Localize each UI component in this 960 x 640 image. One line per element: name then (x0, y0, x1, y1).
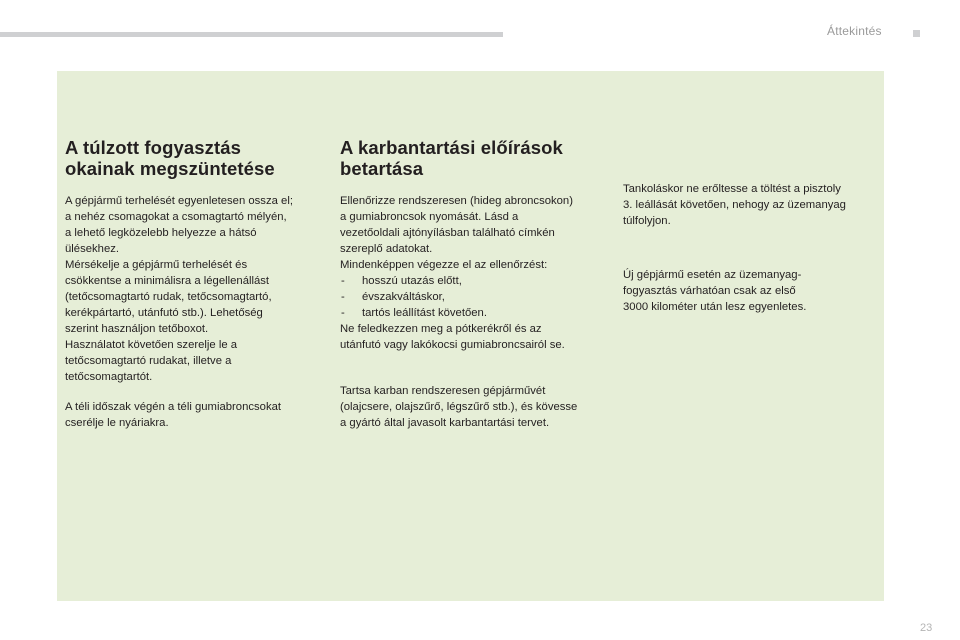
list-item: - évszakváltáskor, (340, 289, 610, 305)
middle-column (340, 137, 610, 431)
service-schedule-text: Tartsa karban rendszeresen gépjárművét (olajcsere, olajszűrő, légszűrő stb.), és kövesse a gyártó által javasolt karbantartási tervet. (340, 385, 578, 429)
left-column (65, 137, 327, 431)
tyre-pressure-text: Ellenőrizze rendszeresen (hideg abroncsokon) a gumiabroncsok nyomását. Lásd a vezetőoldali ajtónyílásban található címkén szereplő adatokat. Mindenképpen végezze el az ellenőrzést: (340, 195, 573, 271)
list-item: - tartós leállítást követően. (340, 305, 610, 321)
section-title: Áttekintés (827, 24, 882, 38)
content-panel (57, 71, 884, 601)
new-vehicle-consumption-text: Új gépjármű esetén az üzemanyag- fogyasztás várhatóan csak az első 3000 kilométer után lesz egyenletes. (623, 269, 807, 313)
heading-maintenance: A karbantartási előírások betartása (340, 137, 563, 179)
refuelling-text: Tankoláskor ne erőltesse a töltést a pisztoly 3. leállását követően, nehogy az üzemanyag túlfolyjon. (623, 183, 846, 227)
header-rule (0, 32, 503, 37)
page-number: 23 (920, 622, 933, 634)
check-list (340, 273, 610, 321)
load-distribution-text: A gépjármű terhelését egyenletesen ossza el; a nehéz csomagokat a csomagtartó mélyén, a lehető legközelebb helyezze a hátsó ülésekhez. Mérsékelje a gépjármű terhelését és csökkentse a minimálisra a légellenállást (tetőcsomagtartó rudak, tetőcsomagtartó, kerékpártartó, utánfutó stb.). Lehetőség szerint használjon tetőboxot. Használatot követően szerelje le a tetőcsomagtartó rudakat, illetve a tetőcsomagtartót. (65, 195, 293, 383)
header-marker (913, 30, 920, 37)
right-column (623, 181, 878, 315)
spare-wheel-text: Ne feledkezzen meg a pótkerékről és az utánfutó vagy lakókocsi gumiabroncsairól se. (340, 323, 565, 351)
heading-excess-consumption: A túlzott fogyasztás okainak megszüntetése (65, 137, 275, 179)
list-item: - hosszú utazás előtt, (340, 273, 610, 289)
winter-tyres-text: A téli időszak végén a téli gumiabroncsokat cserélje le nyáriakra. (65, 401, 282, 429)
